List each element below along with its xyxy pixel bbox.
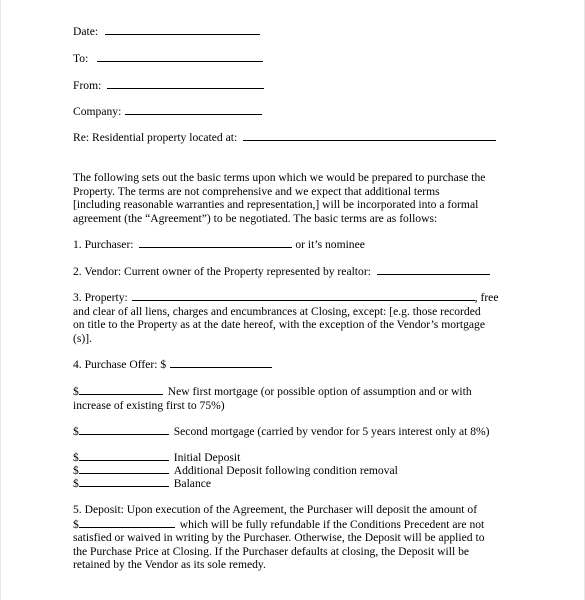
deposit-line-2-text: which will be fully refundable if the Conditions Precedent are not xyxy=(179,517,485,531)
second-mortgage-line xyxy=(73,424,490,439)
property-line-4: (s)]. xyxy=(73,331,92,345)
purchase-offer-blank[interactable] xyxy=(170,357,272,368)
intro-line-4: agreement (the “Agreement”) to be negotiated. The basic terms are as follows: xyxy=(73,211,438,225)
initial-deposit-blank[interactable] xyxy=(79,450,169,461)
from-label: From: xyxy=(73,79,102,92)
deposit-amount-blank[interactable] xyxy=(79,517,175,528)
property-paragraph xyxy=(73,290,508,345)
deposit-paragraph xyxy=(73,503,508,572)
date-blank[interactable] xyxy=(105,24,260,35)
purchase-offer-label: 4. Purchase Offer: $ xyxy=(73,358,167,371)
purchaser-blank[interactable] xyxy=(139,237,292,248)
purchaser-suffix: or it’s nominee xyxy=(295,238,365,251)
to-blank[interactable] xyxy=(97,51,263,62)
property-line-3: on title to the Property as at the date hereof, with the exception of the Vendor’s mortgage xyxy=(73,318,485,331)
purchaser-label: 1. Purchaser: xyxy=(73,238,134,251)
balance-dollar: $ xyxy=(73,477,79,490)
intro-line-1: The following sets out the basic terms upon which we would be prepared to purchase the xyxy=(73,171,486,184)
first-mortgage-block xyxy=(73,384,508,412)
balance-blank[interactable] xyxy=(79,476,169,487)
deposit-dollar: $ xyxy=(73,517,79,531)
vendor-blank[interactable] xyxy=(377,264,490,275)
date-label: Date: xyxy=(73,25,99,38)
property-line-2: and clear of all liens, charges and encumbrances at Closing, except: [e.g. those recorded xyxy=(73,304,481,318)
balance-text: Balance xyxy=(173,477,212,490)
company-line xyxy=(73,104,262,119)
deposit-line-2 xyxy=(73,517,508,532)
deposit-line-3: satisfied or waived in writing by the Purchaser. Otherwise, the Deposit will be applied to xyxy=(73,531,485,544)
additional-deposit-dollar: $ xyxy=(73,464,79,477)
company-label: Company: xyxy=(73,105,122,118)
first-mortgage-line xyxy=(73,384,508,399)
first-mortgage-dollar: $ xyxy=(73,385,79,398)
intro-line-3: [including reasonable warranties and representation,] will be incorporated into a formal xyxy=(73,198,479,211)
re-line xyxy=(73,130,496,145)
vendor-label: 2. Vendor: Current owner of the Property represented by realtor: xyxy=(73,265,371,278)
to-line xyxy=(73,51,263,66)
second-mortgage-blank[interactable] xyxy=(79,424,169,435)
re-label: Re: Residential property located at: xyxy=(73,131,238,144)
property-label: 3. Property: xyxy=(73,291,128,304)
company-blank[interactable] xyxy=(125,104,262,115)
second-mortgage-dollar: $ xyxy=(73,425,79,438)
property-suffix: , free xyxy=(474,291,499,304)
balance-line xyxy=(73,476,211,491)
from-blank[interactable] xyxy=(107,78,264,89)
vendor-line xyxy=(73,264,490,279)
intro-paragraph xyxy=(73,171,508,225)
intro-line-2: Property. The terms are not comprehensive and we expect that additional terms xyxy=(73,184,440,198)
additional-deposit-text: Additional Deposit following condition removal xyxy=(173,464,398,477)
deposit-line-4: the Purchase Price at Closing. If the Purchaser defaults at closing, the Deposit will be xyxy=(73,544,470,558)
property-blank[interactable] xyxy=(132,290,475,301)
deposit-line-5: retained by the Vendor as its sole remedy. xyxy=(73,558,266,571)
property-line-1 xyxy=(73,290,508,305)
from-line xyxy=(73,78,264,93)
to-label: To: xyxy=(73,52,89,65)
purchase-offer-line xyxy=(73,357,272,372)
re-blank[interactable] xyxy=(243,130,496,141)
additional-deposit-blank[interactable] xyxy=(79,463,169,474)
first-mortgage-blank[interactable] xyxy=(79,384,163,395)
first-mortgage-line-2: increase of existing first to 75%) xyxy=(73,398,225,412)
initial-deposit-dollar: $ xyxy=(73,451,79,464)
purchaser-line xyxy=(73,237,365,252)
date-line xyxy=(73,24,260,39)
first-mortgage-text: New first mortgage (or possible option of assumption and or with xyxy=(167,385,472,398)
deposit-line-1: 5. Deposit: Upon execution of the Agreement, the Purchaser will deposit the amount of xyxy=(73,503,478,516)
second-mortgage-text: Second mortgage (carried by vendor for 5 years interest only at 8%) xyxy=(173,425,490,438)
initial-deposit-text: Initial Deposit xyxy=(173,451,241,464)
